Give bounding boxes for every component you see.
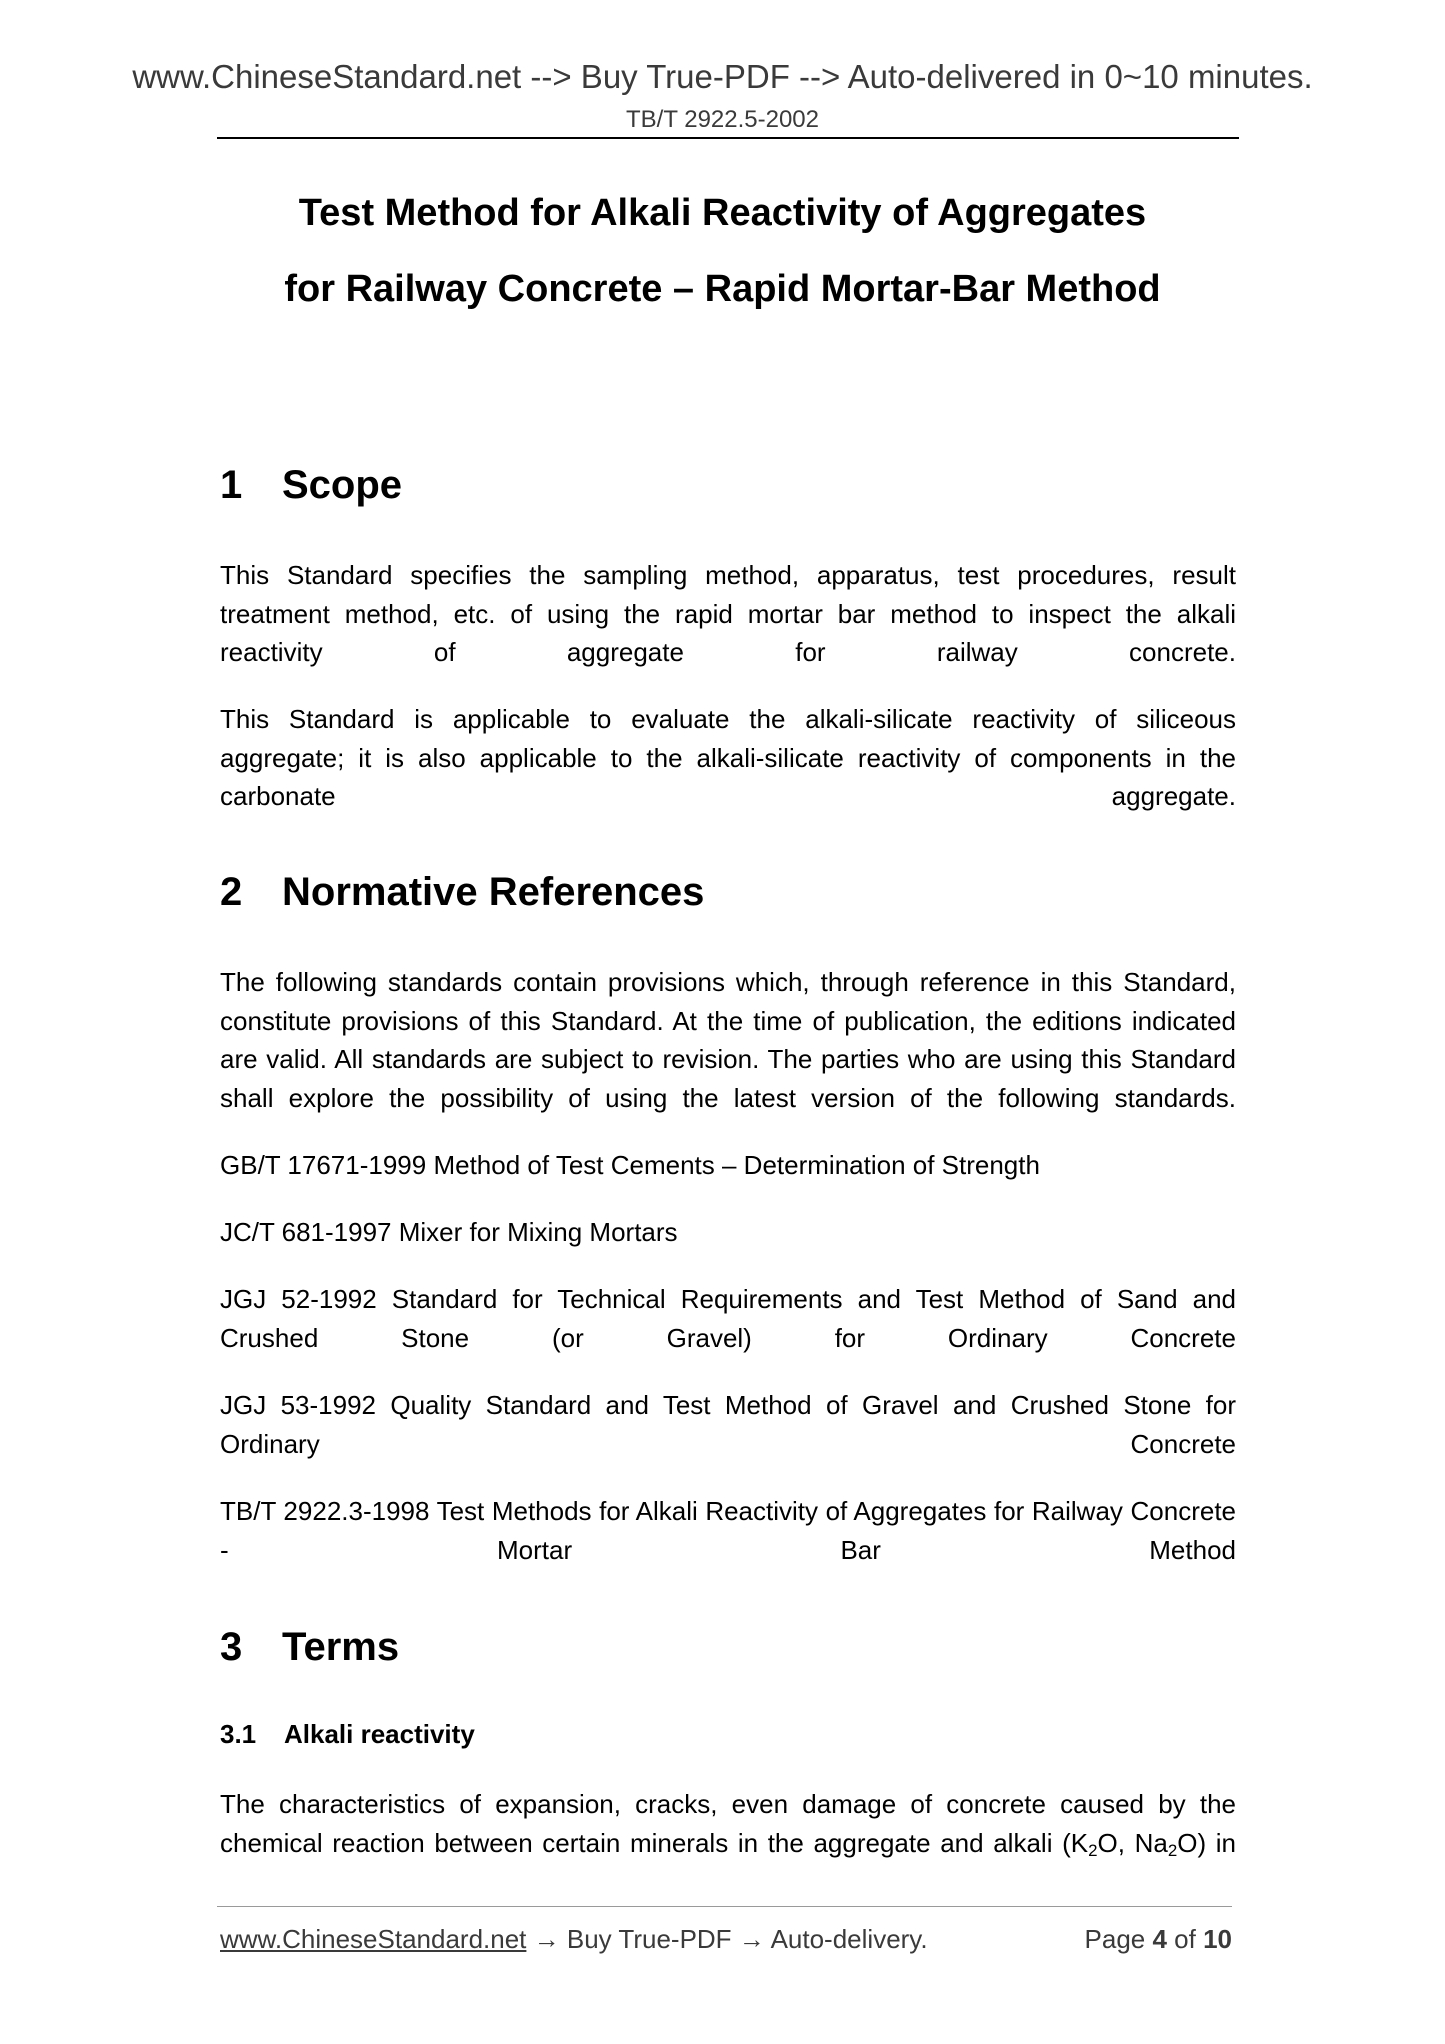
document-title-line-1: Test Method for Alkali Reactivity of Aggregates bbox=[298, 192, 1147, 234]
section-references-heading bbox=[220, 870, 704, 915]
reference-item: JGJ 52-1992 Standard for Technical Requirements and Test Method of Sand and Crushed Stone (or Gravel) for Ordinary Concrete bbox=[220, 1284, 1236, 1353]
document-title-line-2: for Railway Concrete – Rapid Mortar-Bar Method bbox=[284, 268, 1161, 310]
section-number: 3 bbox=[220, 1625, 243, 1669]
definition-text: O, Na bbox=[1097, 1827, 1168, 1858]
section-title: Terms bbox=[282, 1625, 400, 1669]
footer-divider bbox=[217, 1906, 1232, 1907]
definition-text: O) in bbox=[1177, 1827, 1236, 1858]
reference-item: TB/T 2922.3-1998 Test Methods for Alkali Reactivity of Aggregates for Railway Concrete - Mortar Bar Method bbox=[220, 1496, 1236, 1565]
header-divider bbox=[217, 137, 1239, 139]
page-total: 10 bbox=[1203, 1924, 1232, 1954]
page-footer bbox=[220, 1924, 1232, 1955]
reference-item: JGJ 53-1992 Quality Standard and Test Method of Gravel and Crushed Stone for Ordinary Concrete bbox=[220, 1390, 1236, 1459]
definition-text: The characteristics of expansion, cracks, even damage of concrete caused by the chemical reaction between certain minerals in the aggregate and alkali (K bbox=[220, 1789, 1236, 1858]
header-banner: www.ChineseStandard.net --> Buy True-PDF --> Auto-delivered in 0~10 minutes. bbox=[132, 58, 1313, 95]
standard-number: TB/T 2922.5-2002 bbox=[625, 106, 820, 133]
page-of: of bbox=[1166, 1924, 1204, 1954]
k2o-subscript: 2 bbox=[1088, 1840, 1098, 1860]
section-title: Normative References bbox=[282, 870, 705, 914]
section-number: 1 bbox=[220, 463, 243, 507]
page-current: 4 bbox=[1152, 1924, 1167, 1954]
scope-paragraph-2: This Standard is applicable to evaluate the alkali-silicate reactivity of siliceous aggregate; it is also applicable to the alkali-silicate reactivity of components in the carbonate aggregate. bbox=[220, 704, 1236, 811]
alkali-reactivity-definition bbox=[220, 1785, 1236, 1862]
subsection-alkali-reactivity-heading bbox=[220, 1719, 475, 1750]
subsection-title: Alkali reactivity bbox=[284, 1719, 475, 1749]
section-number: 2 bbox=[220, 870, 243, 914]
reference-item: GB/T 17671-1999 Method of Test Cements – Determination of Strength bbox=[220, 1150, 1040, 1180]
section-scope-heading bbox=[220, 463, 402, 508]
subsection-number: 3.1 bbox=[220, 1719, 257, 1749]
na2o-subscript: 2 bbox=[1167, 1840, 1178, 1860]
footer-tagline: → Buy True-PDF → Auto-delivery. bbox=[526, 1924, 928, 1954]
footer-site-link[interactable]: www.ChineseStandard.net bbox=[220, 1924, 527, 1954]
section-terms-heading bbox=[220, 1625, 399, 1670]
page-indicator bbox=[1085, 1924, 1232, 1955]
page-prefix: Page bbox=[1084, 1924, 1153, 1954]
references-intro: The following standards contain provisions which, through reference in this Standard, constitute provisions of this Standard. At the time of publication, the editions indicated are valid. All standards are subject to revision. The parties who are using this Standard shall explore the possibility of using the latest version of the following standards. bbox=[220, 967, 1236, 1113]
section-title: Scope bbox=[282, 463, 403, 507]
scope-paragraph-1: This Standard specifies the sampling method, apparatus, test procedures, result treatment method, etc. of using the rapid mortar bar method to inspect the alkali reactivity of aggregate for railway concrete. bbox=[220, 560, 1236, 667]
reference-item: JC/T 681-1997 Mixer for Mixing Mortars bbox=[220, 1217, 678, 1247]
